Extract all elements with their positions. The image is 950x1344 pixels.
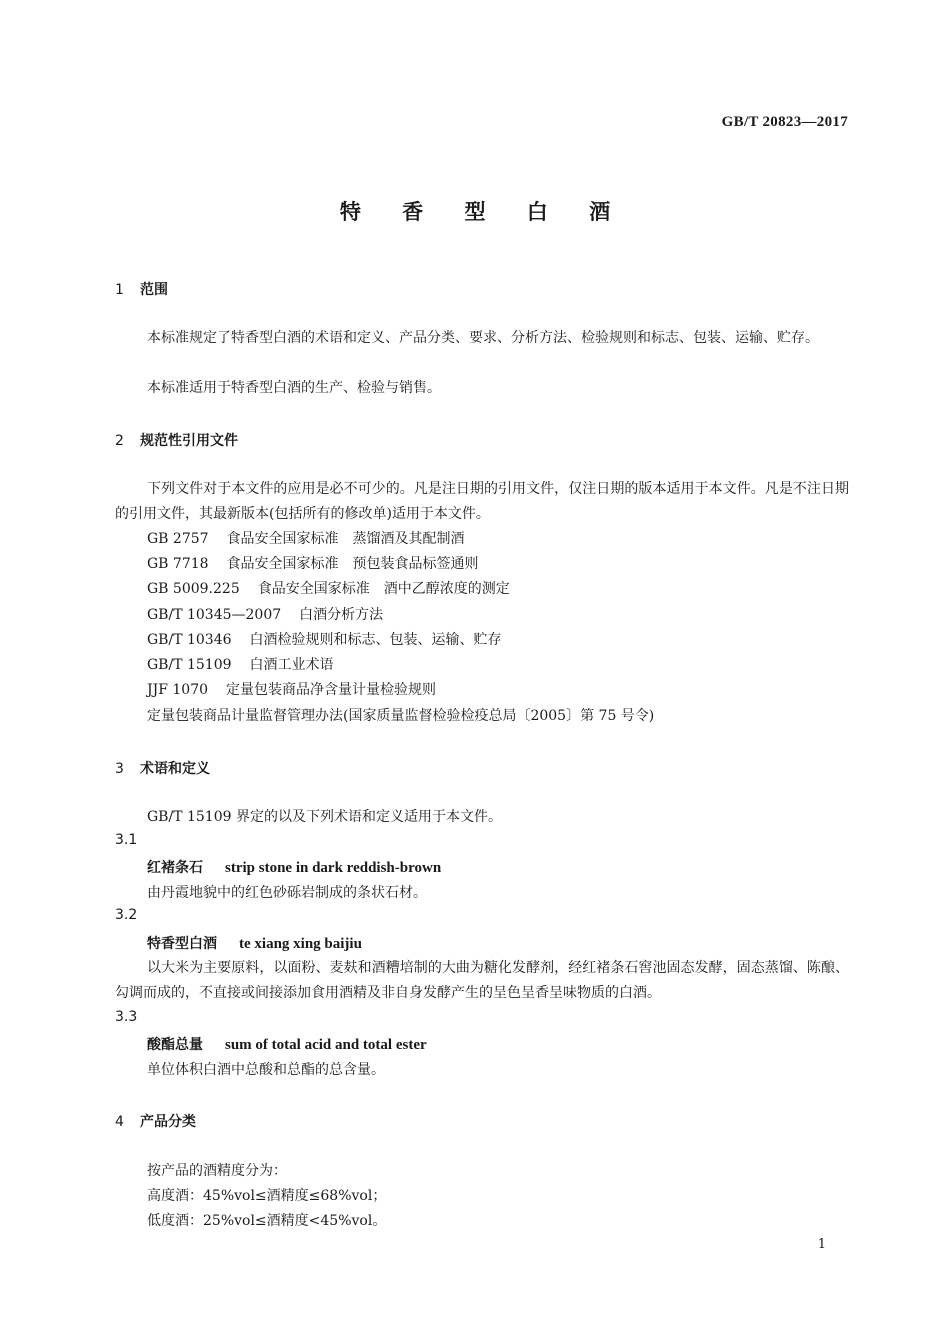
section-4-heading <box>115 1111 196 1131</box>
term-chinese: 红褚条石 <box>147 860 203 876</box>
reference-title: 食品安全国家标准 蒸馏酒及其配制酒 <box>226 531 465 547</box>
term-heading <box>147 933 362 953</box>
reference-item <box>147 629 502 649</box>
term-english: sum of total acid and total ester <box>225 1037 427 1053</box>
term-heading <box>147 1034 427 1054</box>
reference-code: GB/T 10346 <box>147 632 232 648</box>
reference-code: GB 2757 <box>147 531 209 547</box>
section-3-intro: GB/T 15109 界定的以及下列术语和定义适用于本文件。 <box>147 809 502 825</box>
section-1-paragraph-1: 本标准规定了特香型白酒的术语和定义、产品分类、要求、分析方法、检验规则和标志、包装、运输、贮存。 <box>147 330 819 346</box>
section-title: 范围 <box>140 282 168 298</box>
section-1-heading <box>115 279 168 299</box>
term-english: te xiang xing baijiu <box>239 936 362 952</box>
term-definition: 以大米为主要原料，以面粉、麦麸和酒糟培制的大曲为糖化发酵剂，经红褚条石窖池固态发酵，固态蒸馏、陈酿、勾调而成的，不直接或间接添加食用酒精及非自身发酵产生的呈色呈香呈味物质的白酒。 <box>115 960 849 1001</box>
section-2-intro: 下列文件对于本文件的应用是必不可少的。凡是注日期的引用文件，仅注日期的版本适用于本文件。凡是不注日期的引用文件，其最新版本(包括所有的修改单)适用于本文件。 <box>115 481 849 522</box>
section-1-paragraph-2: 本标准适用于特香型白酒的生产、检验与销售。 <box>147 380 441 396</box>
reference-item <box>147 578 510 598</box>
reference-title: 定量包装商品净含量计量检验规则 <box>226 682 437 698</box>
term-chinese: 特香型白酒 <box>147 936 217 952</box>
term-number: 3.2 <box>115 907 138 923</box>
page-number: 1 <box>817 1237 826 1252</box>
term-number: 3.1 <box>115 832 138 848</box>
term-definition: 单位体积白酒中总酸和总酯的总含量。 <box>147 1062 385 1078</box>
section-3-heading <box>115 758 210 778</box>
section-number: 4 <box>115 1114 124 1130</box>
reference-item <box>147 553 479 573</box>
section-number: 3 <box>115 761 124 777</box>
reference-code: GB 7718 <box>147 556 209 572</box>
standard-number: GB/T 20823—2017 <box>721 114 848 130</box>
reference-code: GB 5009.225 <box>147 581 240 597</box>
section-number: 2 <box>115 433 124 449</box>
reference-item <box>147 604 383 624</box>
reference-item <box>147 654 334 674</box>
reference-item <box>147 679 436 699</box>
reference-item-last: 定量包装商品计量监督管理办法(国家质量监督检验检疫总局〔2005〕第 75 号令) <box>147 708 655 724</box>
classification-line: 高度酒：45%vol≤酒精度≤68%vol； <box>147 1188 387 1204</box>
section-title: 规范性引用文件 <box>140 433 238 449</box>
reference-title: 白酒分析方法 <box>299 607 384 623</box>
reference-code: GB/T 15109 <box>147 657 232 673</box>
term-definition: 由丹霞地貌中的红色砂砾岩制成的条状石材。 <box>147 885 427 901</box>
reference-title: 白酒工业术语 <box>249 657 334 673</box>
term-number: 3.3 <box>115 1009 138 1025</box>
reference-title: 白酒检验规则和标志、包装、运输、贮存 <box>249 632 502 648</box>
reference-code: GB/T 10345—2007 <box>147 607 282 623</box>
classification-line: 按产品的酒精度分为： <box>147 1163 287 1179</box>
classification-line: 低度酒：25%vol≤酒精度<45%vol。 <box>147 1213 387 1229</box>
term-english: strip stone in dark reddish-brown <box>225 860 442 876</box>
reference-item <box>147 528 465 548</box>
section-2-heading <box>115 430 238 450</box>
reference-title: 食品安全国家标准 预包装食品标签通则 <box>226 556 479 572</box>
reference-code: JJF 1070 <box>147 682 209 698</box>
section-title: 术语和定义 <box>140 761 210 777</box>
reference-title: 食品安全国家标准 酒中乙醇浓度的测定 <box>257 581 510 597</box>
term-heading <box>147 857 441 877</box>
section-title: 产品分类 <box>140 1114 196 1130</box>
document-title: 特 香 型 白 酒 <box>339 200 628 224</box>
term-chinese: 酸酯总量 <box>147 1037 203 1053</box>
section-number: 1 <box>115 282 124 298</box>
